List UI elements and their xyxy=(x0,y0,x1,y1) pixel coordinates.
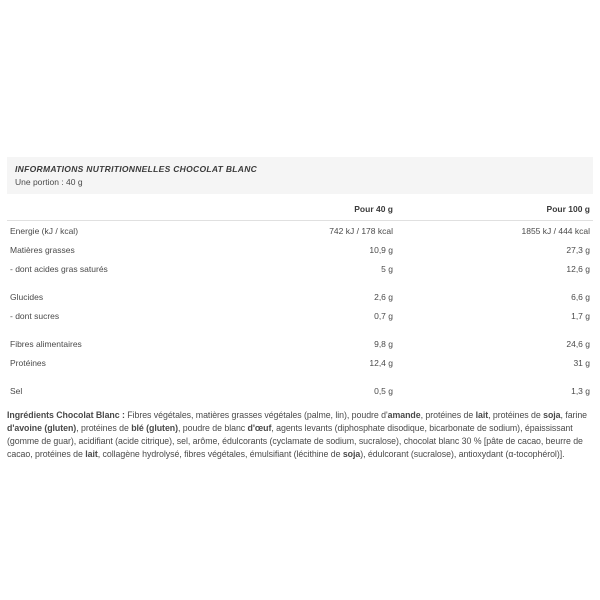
nutrient-label: Sel xyxy=(10,385,23,396)
value-per-40g: 2,6 g xyxy=(374,291,393,302)
nutrient-label: Energie (kJ / kcal) xyxy=(10,225,79,236)
ingredients-paragraph: Ingrédients Chocolat Blanc : Fibres végétales, matières grasses végétales (palme, lin), poudre d'amande, protéines de lait, protéines de soja, farine d'avoine (gluten), protéines de blé (gluten), poudre de blanc d'œuf, agents levants (diphosphate disodique, bicarbonate de sodium), épaississant (gomme de guar), acidifiant (acide citrique), sel, arôme, édulcorants (cyclamate de sodium, sucralose), chocolat blanc 30 % [pâte de cacao, beurre de cacao, protéines de lait, collagène hydrolysé, fibres végétales, émulsifiant (lécithine de soja), édulcorant (sucralose), antioxydant (α-tocophérol)]. xyxy=(7,410,588,459)
table-row xyxy=(7,306,593,325)
nutrient-label: Fibres alimentaires xyxy=(10,338,82,349)
value-per-100g: 12,6 g xyxy=(566,263,590,274)
value-per-100g: 6,6 g xyxy=(571,291,590,302)
nutrition-panel-header xyxy=(7,157,593,194)
value-per-40g: 10,9 g xyxy=(369,244,393,255)
portion-size-text: Une portion : 40 g xyxy=(15,177,83,187)
nutrition-table-body xyxy=(7,221,593,400)
nutrient-label: Glucides xyxy=(10,291,44,302)
value-per-100g: 31 g xyxy=(573,357,590,368)
value-per-100g: 1,7 g xyxy=(571,310,590,321)
table-row xyxy=(7,259,593,278)
value-per-100g: 24,6 g xyxy=(566,338,590,349)
table-row xyxy=(7,381,593,400)
table-row xyxy=(7,334,593,353)
table-row xyxy=(7,287,593,306)
col-header-per-100g: Pour 100 g xyxy=(546,204,590,214)
nutrition-row-group xyxy=(7,334,593,372)
value-per-40g: 12,4 g xyxy=(369,357,393,368)
nutrition-row-group xyxy=(7,287,593,325)
value-per-40g: 5 g xyxy=(381,263,393,274)
table-row xyxy=(7,353,593,372)
value-per-40g: 0,5 g xyxy=(374,385,393,396)
value-per-100g: 1,3 g xyxy=(571,385,590,396)
nutrition-row-group xyxy=(7,381,593,400)
value-per-40g: 0,7 g xyxy=(374,310,393,321)
nutrient-label: - dont acides gras saturés xyxy=(10,263,108,274)
nutrition-title: INFORMATIONS NUTRITIONNELLES CHOCOLAT BLANC xyxy=(15,164,258,174)
nutrient-label: - dont sucres xyxy=(10,310,60,321)
nutrition-table-header-row xyxy=(7,194,593,221)
value-per-100g: 27,3 g xyxy=(566,244,590,255)
nutrient-label: Matières grasses xyxy=(10,244,75,255)
col-header-per-40g: Pour 40 g xyxy=(354,204,393,214)
nutrition-panel xyxy=(7,157,593,461)
value-per-100g: 1855 kJ / 444 kcal xyxy=(521,225,590,236)
table-row xyxy=(7,240,593,259)
value-per-40g: 742 kJ / 178 kcal xyxy=(329,225,393,236)
value-per-40g: 9,8 g xyxy=(374,338,393,349)
table-row xyxy=(7,221,593,240)
nutrient-label: Protéines xyxy=(10,357,46,368)
nutrition-row-group xyxy=(7,221,593,278)
